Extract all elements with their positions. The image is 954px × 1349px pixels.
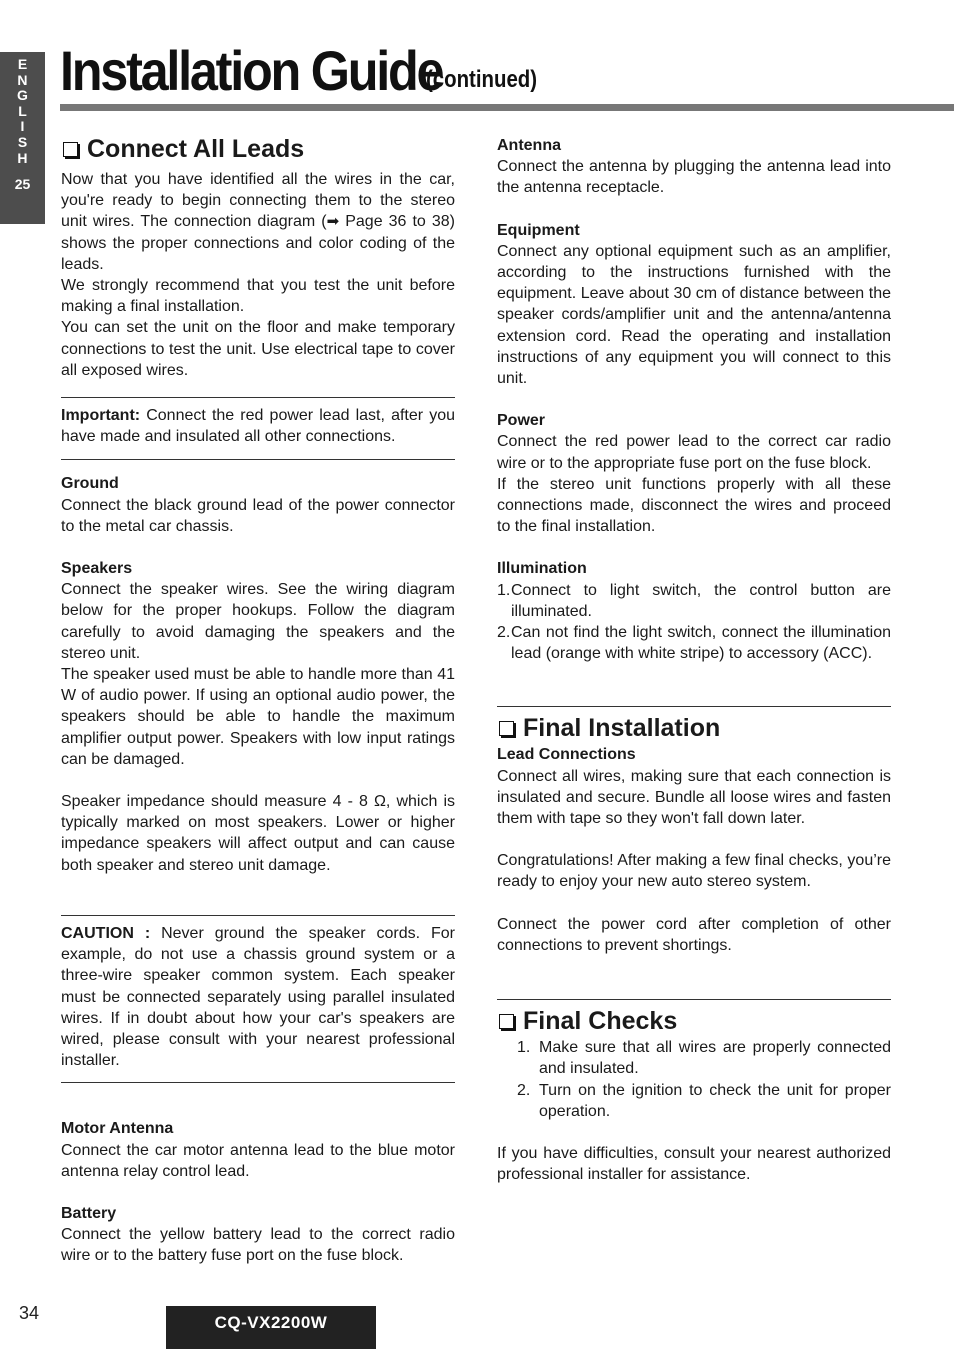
page-title xyxy=(60,38,538,103)
ground-title: Ground xyxy=(61,475,119,493)
speakers-paragraph-2: The speaker used must be able to handle more than 41 W of audio power. If using an optional audio power, the speakers should be able to handle the maximum amplifier output power. Speakers with low input ratings can be damaged. xyxy=(61,666,455,768)
recommend-paragraph: We strongly recommend that you test the unit before making a final installation. xyxy=(61,277,455,316)
list-item: 1. Make sure that all wires are properly connected and insulated. xyxy=(517,1039,891,1078)
title-main: Installation Guide xyxy=(60,39,443,102)
divider xyxy=(61,915,455,916)
power-paragraph-1: Connect the red power lead to the correct car radio wire or to the appropriate fuse port on the fuse block. xyxy=(497,433,891,472)
list-item: 1. Connect to light switch, the control button are illuminated. xyxy=(497,581,891,620)
final-installation-heading: Final Installation xyxy=(497,712,891,744)
right-column xyxy=(497,135,891,1185)
battery-title: Battery xyxy=(61,1204,117,1222)
equipment-text: Connect any optional equipment such as an amplifier, according to the instructions furnished with the equipment. Leave about 30 cm of distance between the speaker cords/amplifier unit and the antenna/antenna extension cord. Read the operating and installation instructions of any equipment you will connect to this unit. xyxy=(497,242,891,388)
congratulations-text: Congratulations! After making a few final checks, you’re ready to enjoy your new auto stereo system. xyxy=(497,852,891,891)
title-continued: (continued) xyxy=(426,66,538,93)
final-checks-list xyxy=(497,1037,891,1122)
battery-text: Connect the yellow battery lead to the correct radio wire or to the battery fuse port on the fuse block. xyxy=(61,1226,455,1265)
difficulties-text: If you have difficulties, consult your nearest authorized professional installer for assistance. xyxy=(497,1144,891,1184)
left-column xyxy=(61,133,455,1267)
speakers-title: Speakers xyxy=(61,560,133,578)
section-number: 25 xyxy=(14,176,31,193)
ground-text: Connect the black ground lead of the power connector to the metal car chassis. xyxy=(61,496,455,535)
speakers-paragraph-3: Speaker impedance should measure 4 - 8 Ω, which is typically marked on most speakers. Lower or higher impedance speakers will affect output and can cause both speaker and stereo unit damage. xyxy=(61,793,455,874)
divider xyxy=(497,706,891,707)
checkbox-icon xyxy=(499,1014,514,1029)
divider xyxy=(497,999,891,1000)
important-note: Important: Connect the red power lead last, after you have made and insulated all other connections. xyxy=(61,407,455,446)
antenna-title: Antenna xyxy=(497,137,561,154)
motor-antenna-text: Connect the car motor antenna lead to the blue motor antenna relay control lead. xyxy=(61,1141,455,1180)
equipment-title: Equipment xyxy=(497,221,580,239)
temp-connection-paragraph: You can set the unit on the floor and make temporary connections to test the unit. Use electrical tape to cover all exposed wires. xyxy=(61,319,455,379)
power-paragraph-2: If the stereo unit functions properly with all these connections made, disconnect the wires and proceed to the final installation. xyxy=(497,475,891,536)
page-number: 34 xyxy=(19,1303,40,1323)
motor-antenna-title: Motor Antenna xyxy=(61,1120,174,1138)
arrow-right-icon: ➡ xyxy=(326,213,340,231)
lead-connections-text: Connect all wires, making sure that each connection is insulated and secure. Bundle all loose wires and fasten them with tape so they won't fall down later. xyxy=(497,767,891,828)
lead-connections-title: Lead Connections xyxy=(497,746,636,764)
title-rule xyxy=(60,104,954,111)
illumination-list xyxy=(497,580,891,665)
illumination-title: Illumination xyxy=(497,560,587,578)
model-badge: CQ-VX2200W xyxy=(166,1306,376,1349)
connect-all-leads-heading: Connect All Leads xyxy=(61,133,455,165)
divider xyxy=(61,1082,455,1083)
speakers-paragraph-1: Connect the speaker wires. See the wiring diagram below for the proper hookups. Follow the diagram carefully to avoid damaging the speakers and the stereo unit. xyxy=(61,581,455,662)
list-item: 2. Can not find the light switch, connect the illumination lead (orange with white stripe) to accessory (ACC). xyxy=(497,624,891,663)
connect-intro-paragraph: Now that you have identified all the wires in the car, you're ready to begin connecting them to the stereo unit wires. The connection diagram (➡ Page 36 to 38) shows the proper connections and color coding of the leads. xyxy=(61,171,455,273)
divider xyxy=(61,459,455,460)
checkbox-icon xyxy=(63,142,78,157)
caution-note: CAUTION : Never ground the speaker cords. For example, do not use a chassis ground system or a three-wire speaker common system. Each speaker must be connected separately using parallel insulated wires. If in doubt about how your car's speakers are wired, please consult with your nearest professional installer. xyxy=(61,924,456,1070)
language-label: E N G L I S H xyxy=(17,56,28,166)
power-cord-text: Connect the power cord after completion of other connections to prevent shortings. xyxy=(497,915,891,954)
checkbox-icon xyxy=(499,721,514,736)
final-checks-heading: Final Checks xyxy=(497,1005,891,1037)
power-title: Power xyxy=(497,412,546,430)
language-side-tab xyxy=(0,52,45,224)
list-item: 2. Turn on the ignition to check the unit for proper operation. xyxy=(517,1081,891,1120)
divider xyxy=(61,397,455,398)
antenna-text: Connect the antenna by plugging the antenna lead into the antenna receptacle. xyxy=(497,158,891,197)
